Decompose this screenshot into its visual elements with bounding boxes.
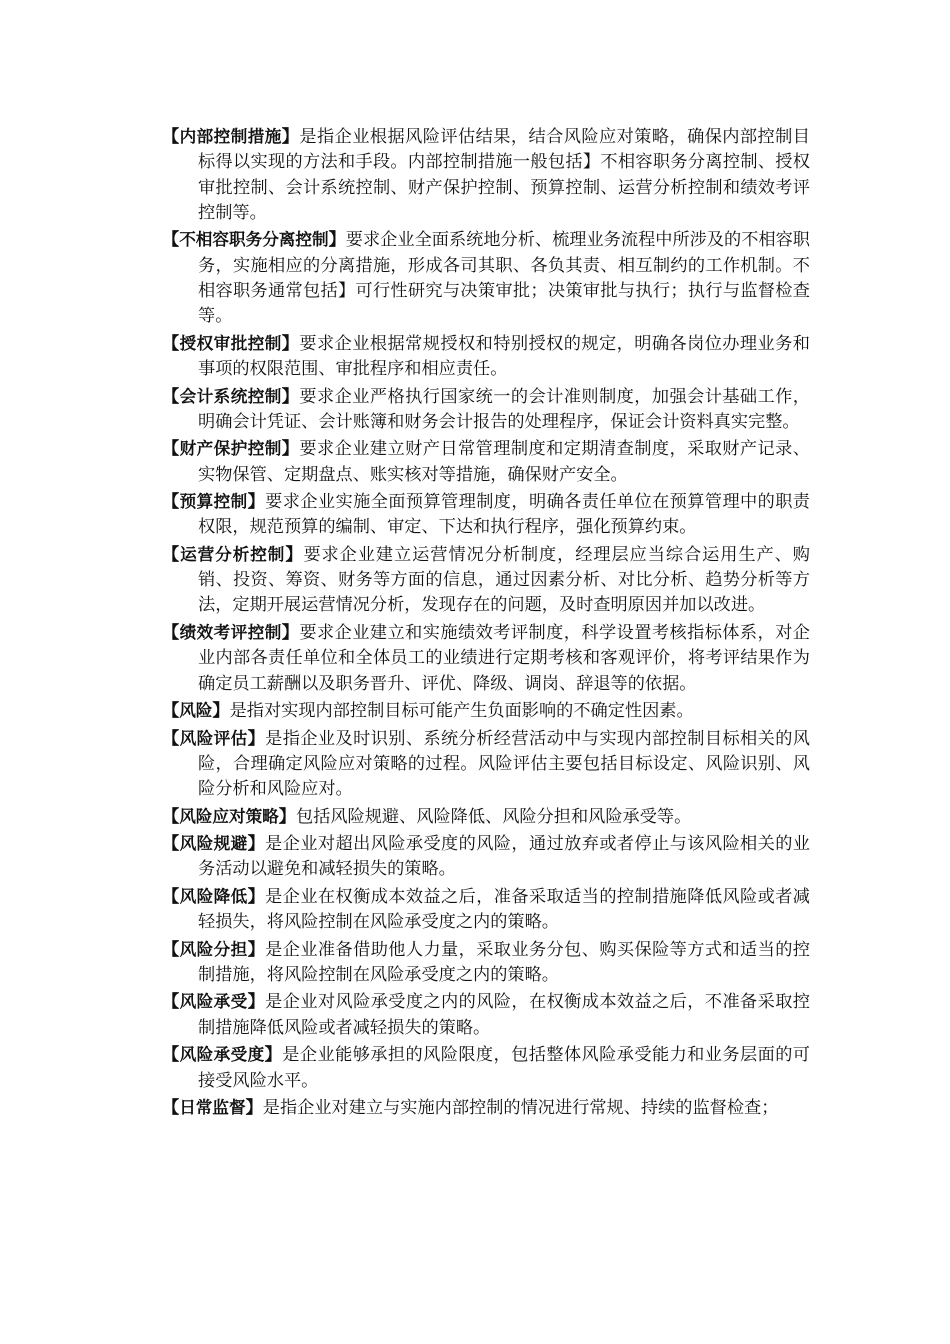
close-bracket: 】 <box>281 439 300 460</box>
entry-definition: 是指企业根据风险评估结果，结合风险应对策略，确保内部控制目标得以实现的方法和手段。内部控制措施一般包括】不相容职务分离控制、授权审批控制、会计系统控制、财产保护控制、预算控制、运营分析控制和绩效考评控制等。 <box>198 127 810 223</box>
glossary-entry-budget-control <box>162 489 810 541</box>
open-bracket: 【 <box>162 701 180 722</box>
entry-term: 财产保护控制 <box>179 439 282 459</box>
glossary-list <box>162 124 810 1122</box>
entry-definition: 是指企业对建立与实施内部控制的情况进行常规、持续的监督检查； <box>262 1097 779 1118</box>
entry-definition: 是指企业及时识别、系统分析经营活动中与实现内部控制目标相关的风险，合理确定风险应对策略的过程。风险评估主要包括目标设定、风险识别、风险分析和风险应对。 <box>198 728 810 800</box>
entry-definition: 是企业在权衡成本效益之后，准备采取适当的控制措施降低风险或者减轻损失，将风险控制在风险承受度之内的策略。 <box>198 886 810 933</box>
close-bracket: 】 <box>245 1097 263 1118</box>
entry-definition: 要求企业根据常规授权和特别授权的规定，明确各岗位办理业务和事项的权限范围、审批程序和相应责任。 <box>198 333 810 380</box>
open-bracket: 【 <box>162 544 181 565</box>
close-bracket: 】 <box>247 834 266 855</box>
entry-term: 风险应对策略 <box>179 806 279 826</box>
glossary-entry-risk-assessment <box>162 726 810 803</box>
entry-definition: 要求企业严格执行国家统一的会计准则制度，加强会计基础工作，明确会计凭证、会计账簿和财务会计报告的处理程序，保证会计资料真实完整。 <box>198 386 810 432</box>
entry-definition: 是企业准备借助他人力量，采取业务分包、购买保险等方式和适当的控制措施，将风险控制在风险承受度之内的策略。 <box>198 939 810 985</box>
open-bracket: 【 <box>162 127 180 147</box>
entry-definition: 要求企业建立财产日常管理制度和定期清查制度，采取财产记录、实物保管、定期盘点、账实核对等措施，确保财产安全。 <box>198 439 810 485</box>
entry-term: 风险评估 <box>179 728 248 748</box>
entry-definition: 是指对实现内部控制目标可能产生负面影响的不确定性因素。 <box>229 701 694 722</box>
entry-definition: 要求企业建立和实施绩效考评制度，科学设置考核指标体系，对企业内部各责任单位和全体员工的业绩进行定期考核和客观评价，将考评结果作为确定员工薪酬以及职务晋升、评优、降级、调岗、辞退等的依据。 <box>198 622 810 694</box>
close-bracket: 】 <box>278 806 296 827</box>
entry-definition: 是企业对风险承受度之内的风险，在权衡成本效益之后，不准备采取控制措施降低风险或者减轻损失的策略。 <box>198 992 810 1038</box>
entry-term: 绩效考评控制 <box>179 622 282 642</box>
entry-term: 运营分析控制 <box>180 544 286 564</box>
glossary-entry-accounting-system <box>162 384 810 436</box>
glossary-entry-risk-reduction <box>162 884 810 936</box>
entry-term: 授权审批控制 <box>179 333 282 353</box>
glossary-entry-risk-avoidance <box>162 831 810 883</box>
entry-term: 风险承受度 <box>179 1045 265 1065</box>
glossary-entry-segregation-of-duties <box>162 227 810 329</box>
entry-definition: 包括风险规避、风险降低、风险分担和风险承受等。 <box>295 806 692 827</box>
open-bracket: 【 <box>162 230 180 251</box>
glossary-entry-asset-protection <box>162 436 810 488</box>
close-bracket: 】 <box>264 1045 283 1066</box>
open-bracket: 【 <box>162 492 180 513</box>
entry-term: 风险分担 <box>179 939 248 959</box>
open-bracket: 【 <box>162 386 180 407</box>
open-bracket: 【 <box>162 1097 180 1118</box>
open-bracket: 【 <box>162 939 180 960</box>
open-bracket: 【 <box>162 1045 180 1066</box>
glossary-entry-authorization-approval <box>162 331 810 383</box>
open-bracket: 【 <box>162 728 180 749</box>
entry-term: 日常监督 <box>179 1097 246 1117</box>
glossary-entry-risk-response-strategy <box>162 804 810 830</box>
close-bracket: 】 <box>281 127 300 147</box>
entry-definition: 是企业能够承担的风险限度，包括整体风险承受能力和业务层面的可接受风险水平。 <box>198 1045 810 1091</box>
glossary-entry-risk-acceptance <box>162 989 810 1041</box>
entry-term: 内部控制措施 <box>179 127 282 146</box>
open-bracket: 【 <box>162 622 180 643</box>
glossary-entry-internal-control-measures <box>162 124 810 226</box>
open-bracket: 【 <box>162 886 180 907</box>
close-bracket: 】 <box>247 492 266 513</box>
entry-term: 风险 <box>179 701 213 721</box>
close-bracket: 】 <box>247 992 266 1013</box>
open-bracket: 【 <box>162 992 180 1013</box>
close-bracket: 】 <box>212 701 230 722</box>
glossary-entry-operations-analysis <box>162 542 810 619</box>
entry-definition: 要求企业实施全面预算管理制度，明确各责任单位在预算管理中的职责权限，规范预算的编制、审定、下达和执行程序，强化预算约束。 <box>198 492 810 538</box>
entry-definition: 是企业对超出风险承受度的风险，通过放弃或者停止与该风险相关的业务活动以避免和减轻损失的策略。 <box>198 834 810 880</box>
close-bracket: 】 <box>281 333 300 354</box>
open-bracket: 【 <box>162 834 180 855</box>
close-bracket: 】 <box>328 230 346 251</box>
glossary-entry-daily-supervision <box>162 1095 810 1121</box>
close-bracket: 】 <box>247 886 266 907</box>
close-bracket: 】 <box>281 622 300 643</box>
open-bracket: 【 <box>162 439 180 460</box>
entry-term: 风险降低 <box>179 886 248 906</box>
close-bracket: 】 <box>247 939 266 960</box>
close-bracket: 】 <box>247 728 266 749</box>
open-bracket: 【 <box>162 806 180 827</box>
entry-term: 会计系统控制 <box>179 386 282 406</box>
glossary-entry-risk-tolerance <box>162 1042 810 1094</box>
glossary-entry-risk-sharing <box>162 937 810 989</box>
entry-definition: 要求企业全面系统地分析、梳理业务流程中所涉及的不相容职务，实施相应的分离措施，形成各司其职、各负其责、相互制约的工作机制。不相容职务通常包括】可行性研究与决策审批；决策审批与执行；执行与监督检查等。 <box>198 230 810 327</box>
open-bracket: 【 <box>162 333 180 354</box>
entry-term: 风险规避 <box>179 834 248 854</box>
close-bracket: 】 <box>285 544 304 565</box>
glossary-entry-performance-evaluation <box>162 620 810 697</box>
entry-term: 不相容职务分离控制 <box>179 230 329 250</box>
entry-term: 风险承受 <box>179 992 248 1012</box>
close-bracket: 】 <box>281 386 300 407</box>
entry-term: 预算控制 <box>179 492 248 512</box>
glossary-entry-risk <box>162 698 810 724</box>
entry-definition: 要求企业建立运营情况分析制度，经理层应当综合运用生产、购销、投资、筹资、财务等方面的信息，通过因素分析、对比分析、趋势分析等方法，定期开展运营情况分析，发现存在的问题，及时查明原因并加以改进。 <box>198 544 810 616</box>
